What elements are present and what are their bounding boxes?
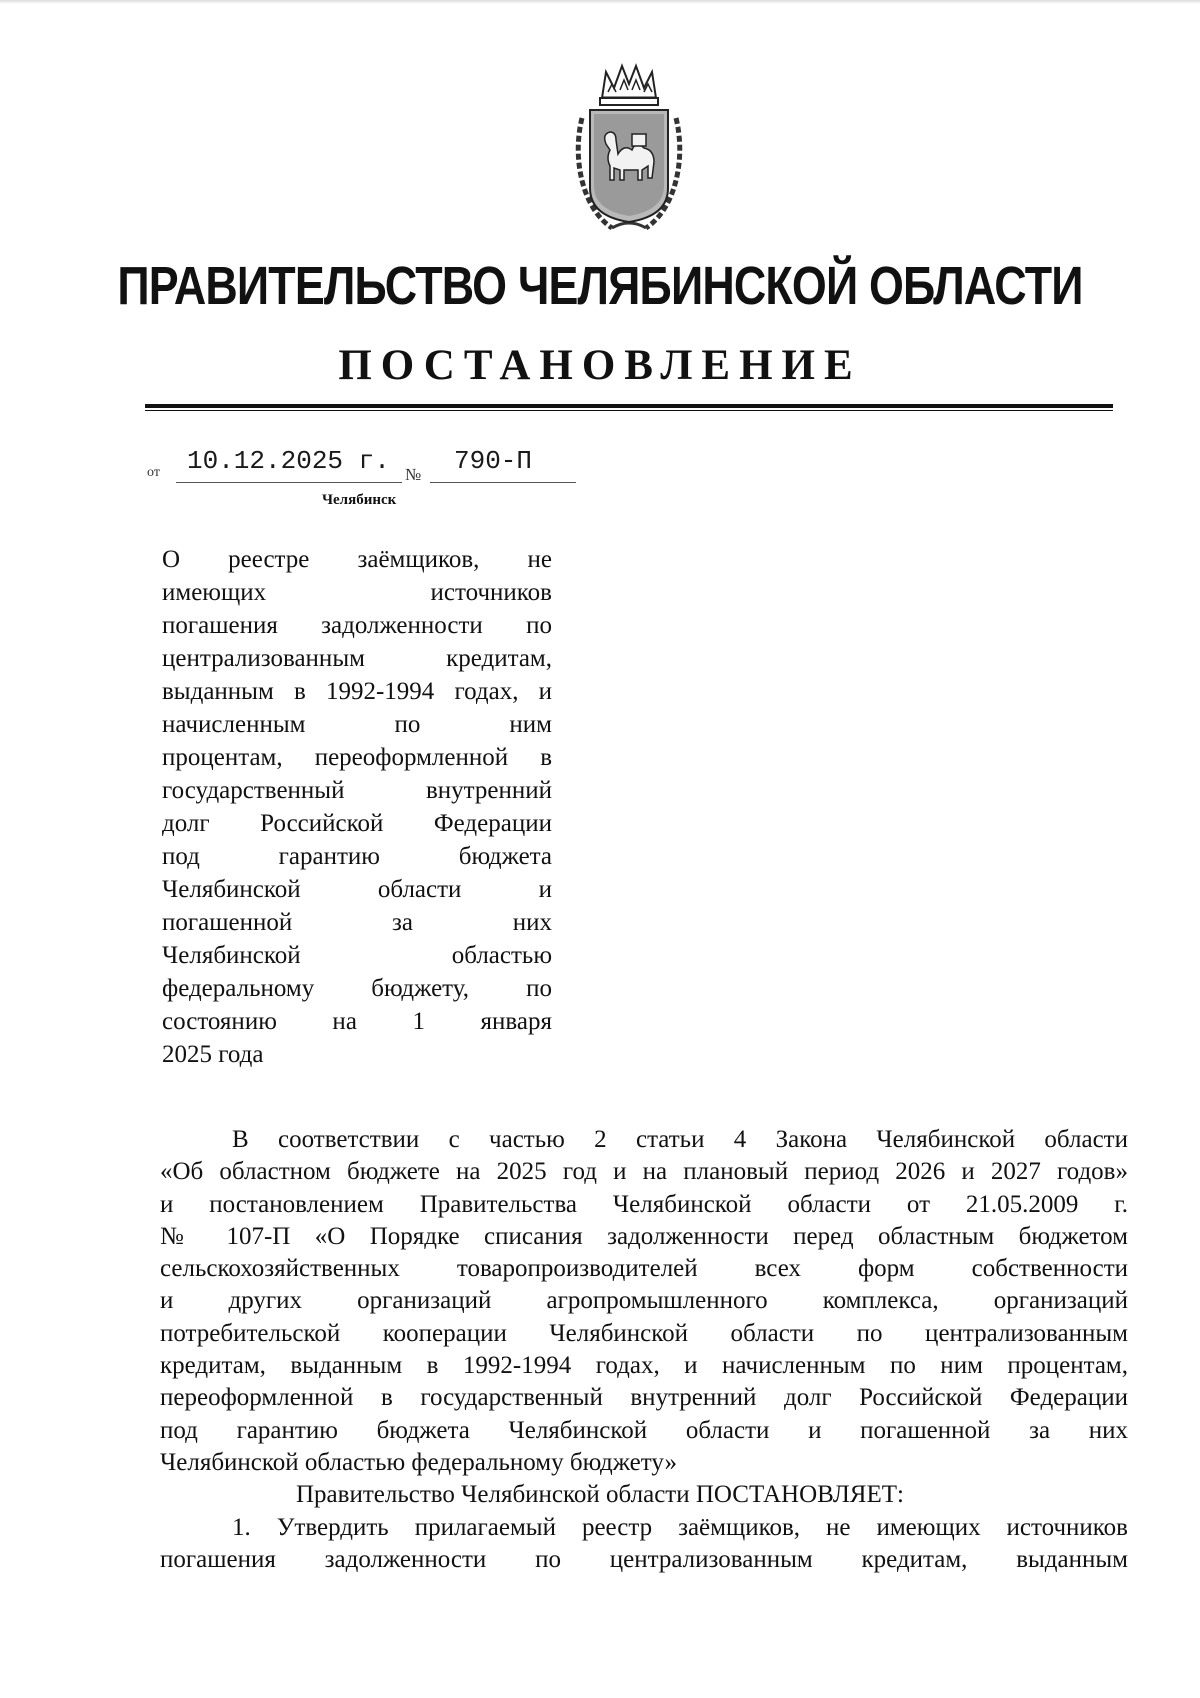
header-rule-thin <box>145 410 1113 411</box>
body-line: № 107-П «О Порядке списания задолженности перед областным бюджетом <box>160 1222 1128 1250</box>
document-subject <box>162 543 552 1071</box>
subject-line: имеющих источников <box>162 579 552 606</box>
body-line: потребительской кооперации Челябинской области по централизованным <box>160 1319 1128 1347</box>
body-line: под гарантию бюджета Челябинской области и погашенной за них <box>160 1416 1128 1444</box>
subject-line: начисленным по ним <box>162 711 552 738</box>
subject-line: централизованным кредитам, <box>162 645 552 672</box>
body-line: и других организаций агропромышленного комплекса, организаций <box>160 1287 1128 1315</box>
body-line: и постановлением Правительства Челябинской области от 21.05.2009 г. <box>160 1190 1128 1218</box>
body-line: переоформленной в государственный внутренний долг Российской Федерации <box>160 1384 1128 1412</box>
subject-line: погашения задолженности по <box>162 612 552 639</box>
subject-line: долг Российской Федерации <box>162 810 552 837</box>
body-line: В соответствии с частью 2 статьи 4 Закона Челябинской области <box>232 1126 1128 1153</box>
organization-title: ПРАВИТЕЛЬСТВО ЧЕЛЯБИНСКОЙ ОБЛАСТИ <box>117 256 1083 316</box>
body-line: погашения задолженности по централизованным кредитам, выданным <box>160 1545 1128 1573</box>
date-underline <box>176 482 402 483</box>
date-prefix: от <box>147 465 160 480</box>
scan-edge <box>0 0 1200 4</box>
number-underline <box>430 482 576 483</box>
number-prefix: № <box>405 465 422 484</box>
document-body <box>160 1124 1128 1576</box>
subject-line: состоянию на 1 января <box>162 1008 552 1035</box>
subject-line: погашенной за них <box>162 909 552 936</box>
subject-line: О реестре заёмщиков, не <box>162 546 552 573</box>
document-city: Челябинск <box>322 492 397 508</box>
body-line: кредитам, выданным в 1992-1994 годах, и начисленным по ним процентам, <box>160 1352 1128 1380</box>
subject-line: выданным в 1992-1994 годах, и <box>162 678 552 705</box>
subject-line: федеральному бюджету, по <box>162 975 552 1002</box>
header-rule-thick <box>145 404 1113 408</box>
resolution-line: Правительство Челябинской области ПОСТАНОВЛЯЕТ: <box>296 1481 904 1509</box>
document-type-title: ПОСТАНОВЛЕНИЕ <box>338 342 862 389</box>
subject-line: процентам, переоформленной в <box>162 744 552 771</box>
body-line: «Об областном бюджете на 2025 год и на плановый период 2026 и 2027 годов» <box>160 1158 1128 1186</box>
document-number: 790-П <box>454 446 533 476</box>
subject-line: Челябинской областью <box>162 942 552 969</box>
subject-line: Челябинской области и <box>162 876 552 903</box>
body-line: сельскохозяйственных товаропроизводителей всех форм собственности <box>160 1255 1128 1283</box>
chelyabinsk-coat-of-arms-icon <box>572 58 686 236</box>
subject-line: под гарантию бюджета <box>162 843 552 870</box>
document-date: 10.12.2025 г. <box>187 446 390 476</box>
body-line: Челябинской областью федеральному бюджету» <box>160 1448 677 1476</box>
subject-line: государственный внутренний <box>162 777 552 804</box>
subject-line: 2025 года <box>162 1041 264 1068</box>
body-line: 1. Утвердить прилагаемый реестр заёмщиков, не имеющих источников <box>232 1513 1128 1541</box>
